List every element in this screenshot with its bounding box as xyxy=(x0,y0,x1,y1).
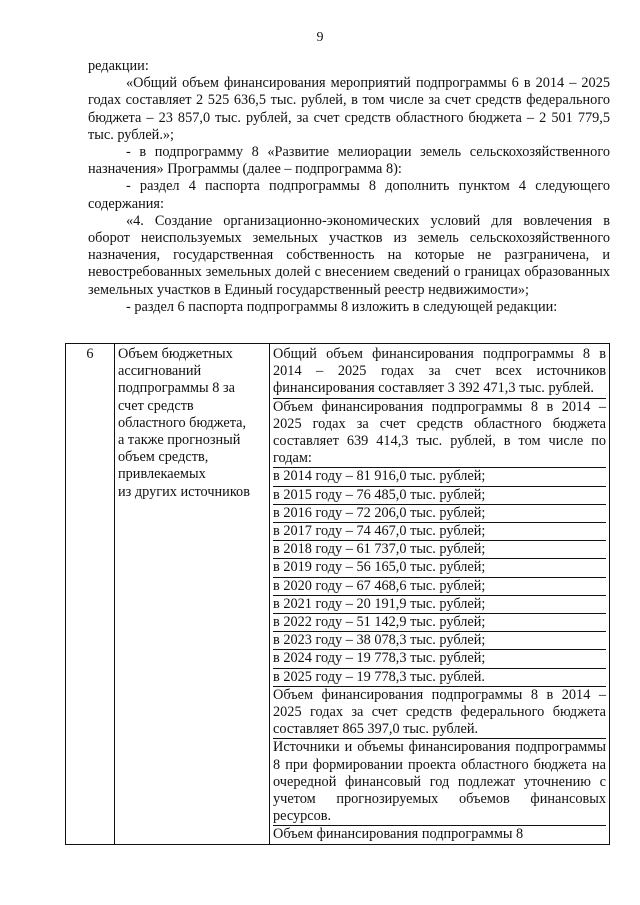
year-financing-line: в 2022 году – 51 142,9 тыс. рублей; xyxy=(273,614,606,632)
year-financing-line: в 2021 году – 20 191,9 тыс. рублей; xyxy=(273,596,606,614)
name-line: а также прогнозный xyxy=(118,432,241,449)
paragraph-section4-amend: - раздел 4 паспорта подпрограммы 8 дополнить пунктом 4 следующего содержания: xyxy=(88,178,610,212)
paragraph-subprogram6-quote: «Общий объем финансирования мероприятий подпрограммы 6 в 2014 – 2025 годах составляет 2 525 636,5 тыс. рублей, в том числе за счет средств федерального бюджета – 23 857,0 тыс. рублей, за счет средств областного бюджета – 2 501 779,5 тыс. рублей.»; xyxy=(88,75,610,143)
name-line: Объем бюджетных xyxy=(118,346,233,362)
year-financing-line: в 2020 году – 67 468,6 тыс. рублей; xyxy=(273,578,606,596)
year-financing-line: в 2018 году – 61 737,0 тыс. рублей; xyxy=(273,541,606,559)
row-number-cell: 6 xyxy=(66,344,115,845)
year-financing-line: в 2024 году – 19 778,3 тыс. рублей; xyxy=(273,650,606,668)
document-body xyxy=(88,58,610,316)
year-financing-line: в 2019 году – 56 165,0 тыс. рублей; xyxy=(273,559,606,577)
federal-financing-text: Объем финансирования подпрограммы 8 в 2014 – 2025 годах за счет средств федерального бюджета составляет 865 397,0 тыс. рублей. xyxy=(273,687,606,740)
year-financing-line: в 2025 году – 19 778,3 тыс. рублей. xyxy=(273,669,606,687)
financing-table xyxy=(65,343,610,845)
year-financing-line: в 2016 году – 72 206,0 тыс. рублей; xyxy=(273,505,606,523)
year-financing-line: в 2023 году – 38 078,3 тыс. рублей; xyxy=(273,632,606,650)
name-line: счет средств xyxy=(118,397,194,414)
total-financing-text: Общий объем финансирования подпрограммы 8 в 2014 – 2025 годах за счет всех источников финансирования составляет 3 392 471,3 тыс. рублей. xyxy=(273,346,606,399)
row-name-cell xyxy=(115,344,270,845)
regional-financing-text: Объем финансирования подпрограммы 8 в 2014 – 2025 годах за счет средств областного бюджета составляет 639 414,3 тыс. рублей, в том числе по годам: xyxy=(273,399,606,469)
year-financing-line: в 2017 году – 74 467,0 тыс. рублей; xyxy=(273,523,606,541)
year-financing-line: в 2014 году – 81 916,0 тыс. рублей; xyxy=(273,468,606,486)
row-description-cell xyxy=(270,344,610,845)
paragraph-item4-quote: «4. Создание организационно-экономических условий для вовлечения в оборот неиспользуемых земельных участков из земель сельскохозяйственного назначения, государственная собственность на которые не разграничена, и невостребованных земельных долей с внесением сведений о границах образованных земельных участков в Единый государственный реестр недвижимости»; xyxy=(88,212,610,298)
paragraph-subprogram8-intro: - в подпрограмму 8 «Развитие мелиорации земель сельскохозяйственного назначения» Программы (далее – подпрограмма 8): xyxy=(88,144,610,178)
page-number: 9 xyxy=(316,30,324,45)
continued-financing-text: Объем финансирования подпрограммы 8 xyxy=(273,826,524,843)
table-row xyxy=(66,344,610,845)
name-line: ассигнований xyxy=(118,363,202,380)
year-financing-line: в 2015 году – 76 485,0 тыс. рублей; xyxy=(273,487,606,505)
name-line: объем средств, xyxy=(118,449,209,466)
name-line: подпрограммы 8 за xyxy=(118,380,235,397)
name-line: областного бюджета, xyxy=(118,414,247,431)
sources-note-text: Источники и объемы финансирования подпрограммы 8 при формировании проекта областного бюджета на очередной финансовый год подлежат уточнению с учетом прогнозируемых объемов финансовых ресурсов. xyxy=(273,739,606,826)
paragraph-section6-amend: - раздел 6 паспорта подпрограммы 8 изложить в следующей редакции: xyxy=(126,298,558,315)
name-line: из других источников xyxy=(118,483,250,500)
paragraph-revision-label: редакции: xyxy=(88,58,149,74)
name-line: привлекаемых xyxy=(118,466,206,483)
